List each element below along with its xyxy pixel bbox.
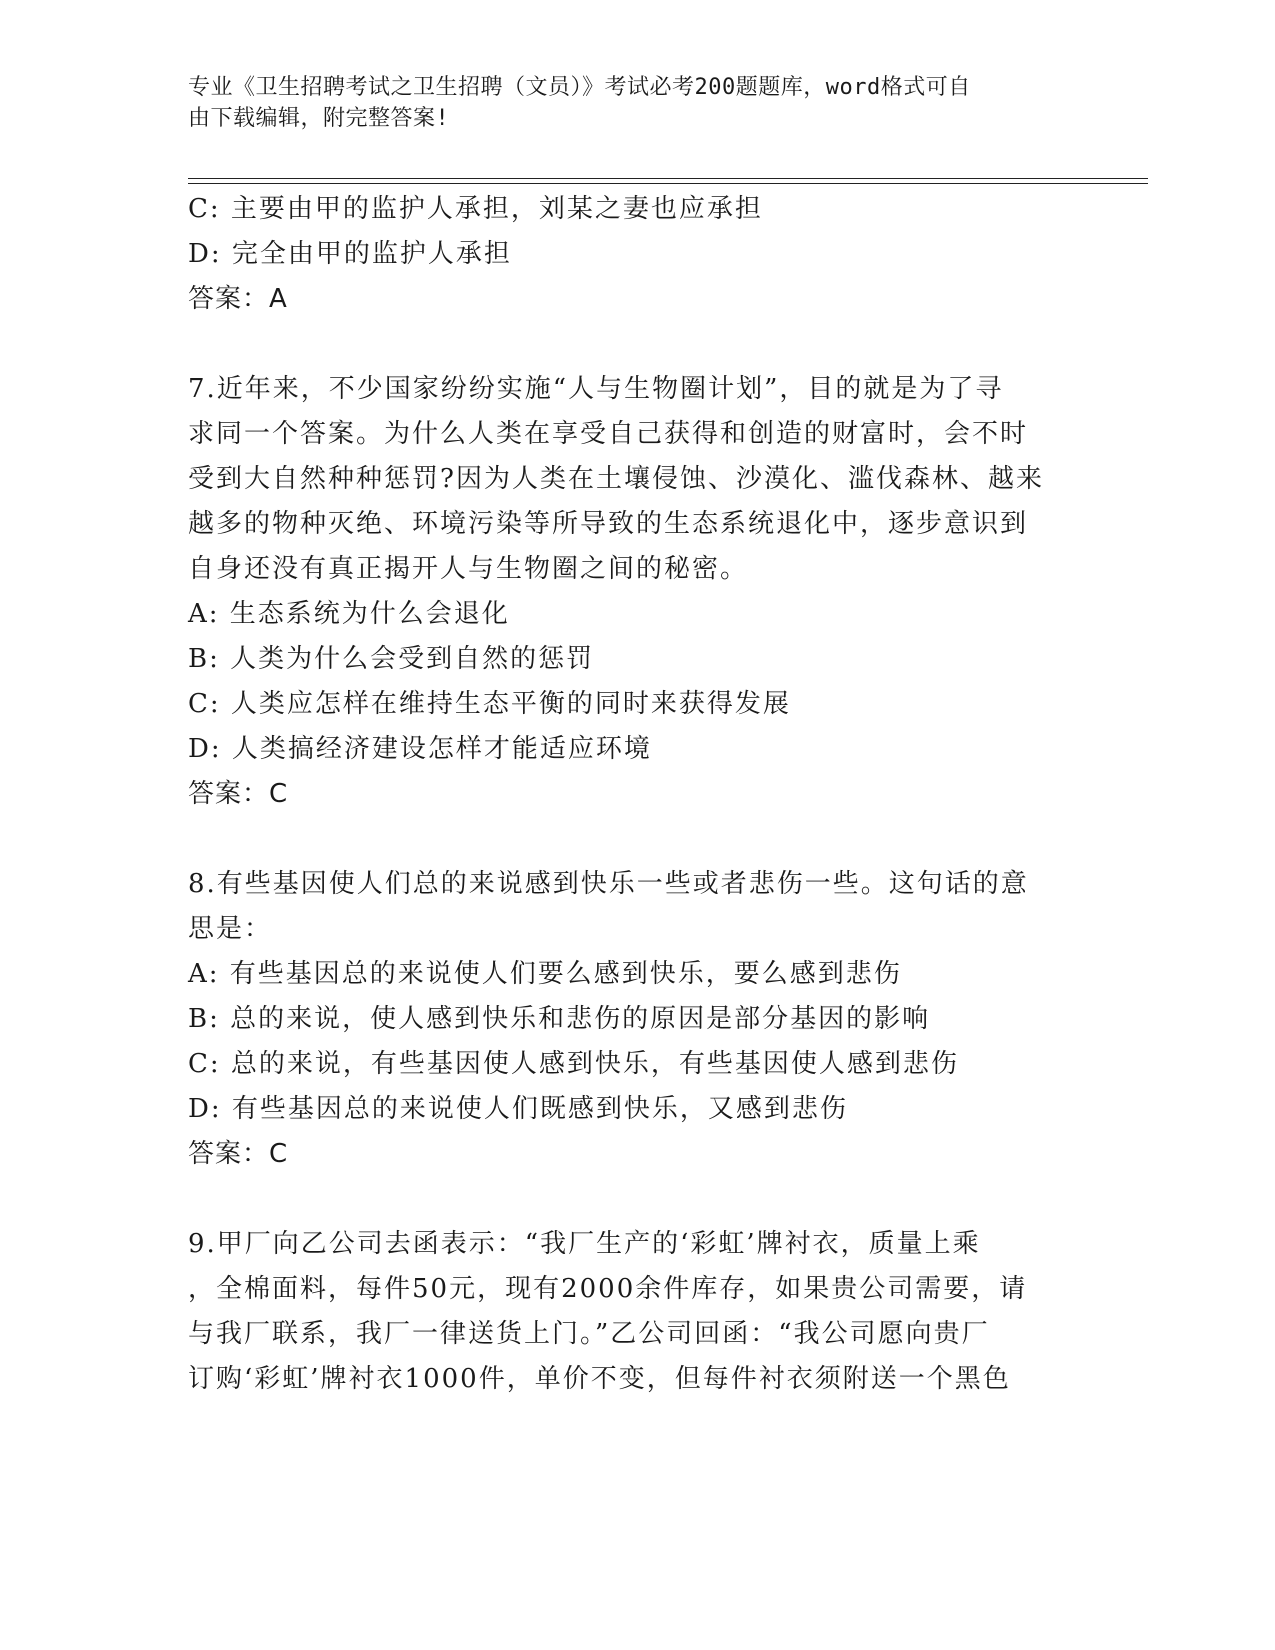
answer-line: 答案：A <box>188 284 288 314</box>
question-stem-line: 与我厂联系，我厂一律送货上门。”乙公司回函：“我公司愿向贵厂 <box>188 1319 990 1349</box>
question-stem-line: 受到大自然种种惩罚?因为人类在土壤侵蚀、沙漠化、滥伐森林、越来 <box>188 464 1044 494</box>
option-d: D: 有些基因总的来说使人们既感到快乐，又感到悲伤 <box>188 1094 848 1124</box>
header-line-2: 由下载编辑，附完整答案! <box>188 106 450 131</box>
document-body <box>188 187 1068 1402</box>
option-a: A: 有些基因总的来说使人们要么感到快乐，要么感到悲伤 <box>188 959 902 989</box>
question-stem-line: 9.甲厂向乙公司去函表示：“我厂生产的‘彩虹’牌衬衣，质量上乘 <box>188 1229 981 1259</box>
question-7 <box>188 367 1068 817</box>
option-c: C: 人类应怎样在维持生态平衡的同时来获得发展 <box>188 689 791 719</box>
question-6-tail <box>188 187 1068 322</box>
document-header <box>188 72 1068 134</box>
answer-line: 答案：C <box>188 779 289 809</box>
header-line-1: 专业《卫生招聘考试之卫生招聘（文员）》考试必考200题题库，word格式可自 <box>188 75 971 100</box>
question-8 <box>188 862 1068 1177</box>
option-b: B: 人类为什么会受到自然的惩罚 <box>188 644 595 674</box>
spacer <box>188 817 1068 862</box>
header-divider-bottom <box>188 183 1148 184</box>
option-d: D: 完全由甲的监护人承担 <box>188 239 512 269</box>
question-9 <box>188 1222 1068 1402</box>
question-stem-line: ，全棉面料，每件50元，现有2000余件库存，如果贵公司需要，请 <box>188 1274 1028 1304</box>
spacer <box>188 1177 1068 1222</box>
option-d: D: 人类搞经济建设怎样才能适应环境 <box>188 734 652 764</box>
option-b: B: 总的来说，使人感到快乐和悲伤的原因是部分基因的影响 <box>188 1004 931 1034</box>
question-stem-line: 越多的物种灭绝、环境污染等所导致的生态系统退化中，逐步意识到 <box>188 509 1029 539</box>
question-stem-line: 7.近年来，不少国家纷纷实施“人与生物圈计划”，目的就是为了寻 <box>188 374 1004 404</box>
question-stem-line: 8.有些基因使人们总的来说感到快乐一些或者悲伤一些。这句话的意 <box>188 869 1029 899</box>
question-stem-line: 订购‘彩虹’牌衬衣1000件，单价不变，但每件衬衣须附送一个黑色 <box>188 1364 1011 1394</box>
header-divider-top <box>188 178 1148 179</box>
question-stem-line: 求同一个答案。为什么人类在享受自己获得和创造的财富时，会不时 <box>188 419 1029 449</box>
option-c: C: 总的来说，有些基因使人感到快乐，有些基因使人感到悲伤 <box>188 1049 959 1079</box>
option-a: A: 生态系统为什么会退化 <box>188 599 510 629</box>
spacer <box>188 322 1068 367</box>
answer-line: 答案：C <box>188 1139 289 1169</box>
option-c: C: 主要由甲的监护人承担，刘某之妻也应承担 <box>188 194 763 224</box>
question-stem-line: 自身还没有真正揭开人与生物圈之间的秘密。 <box>188 554 749 584</box>
question-stem-line: 思是： <box>188 914 273 944</box>
